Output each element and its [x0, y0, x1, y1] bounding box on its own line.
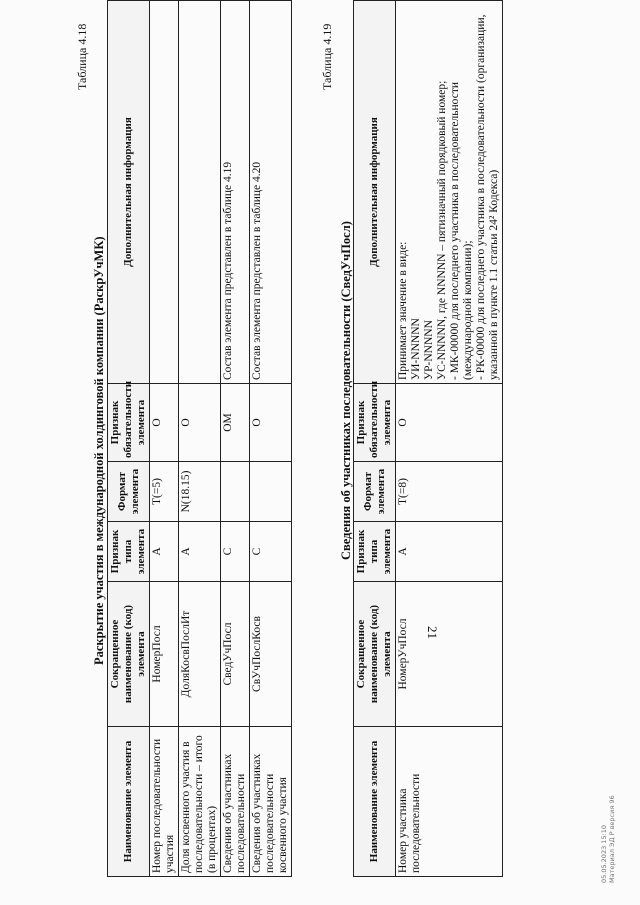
- table-cell: T(=8): [396, 462, 503, 522]
- table-cell: О: [150, 384, 179, 462]
- table-row: [150, 1, 179, 877]
- info-line: - МК-00000 для последнего участника в последовательности (международной компании);: [449, 82, 474, 380]
- table-row: [250, 1, 292, 877]
- table1-header: Признак обязательности элемента: [108, 384, 150, 462]
- table-cell: С: [221, 522, 250, 582]
- table1-caption: Таблица 4.18: [75, 23, 89, 90]
- info-line: - РК-00000 для последнего участника в последовательности (организации, указанной в пункте 1.1 статьи 24² Кодекса): [475, 14, 500, 380]
- table1-header: Формат элемента: [108, 462, 150, 522]
- table-cell: ДоляКосвПослИт: [179, 582, 221, 727]
- table-cell: А: [150, 522, 179, 582]
- table1-header-row: [108, 1, 150, 877]
- table-cell: А: [396, 522, 503, 582]
- table-row: [221, 1, 250, 877]
- table-cell: Номер последовательности участия: [150, 727, 179, 877]
- table2-title: Сведения об участниках последовательности (СведУчПосл): [339, 221, 353, 560]
- info-line: УР-NNNNN: [423, 320, 435, 380]
- page-number: 21: [425, 626, 440, 639]
- info-line: Принимает значение в виде:: [397, 241, 409, 380]
- table1-title: Раскрытие участия в международной холдинговой компании (РаскрУчМК): [92, 236, 106, 665]
- table-cell: T(=5): [150, 462, 179, 522]
- table-cell: О: [396, 384, 503, 462]
- info-cell: [396, 1, 503, 384]
- table1-header: Признак типа элемента: [108, 522, 150, 582]
- table2-header-row: [354, 1, 396, 877]
- table-cell: [179, 1, 221, 384]
- table1-header: Дополнительная информация: [108, 1, 150, 384]
- table1-header: Наименование элемента: [108, 727, 150, 877]
- table-cell: Сведения об участниках последовательности косвенного участия: [250, 727, 292, 877]
- table-cell: НомерУчПосл: [396, 582, 503, 727]
- table2-header: Формат элемента: [354, 462, 396, 522]
- table-cell: Состав элемента представлен в таблице 4.20: [250, 1, 292, 384]
- table-cell: О: [179, 384, 221, 462]
- table-cell: А: [179, 522, 221, 582]
- table2: [353, 0, 503, 877]
- print-stamp: [600, 795, 616, 883]
- table-cell: СвУчПослКосв: [250, 582, 292, 727]
- stamp-line: 05.05.2023 15:10: [600, 824, 608, 883]
- table-cell: С: [250, 522, 292, 582]
- table-cell: СведУчПосл: [221, 582, 250, 727]
- table1: [107, 0, 292, 877]
- stamp-line: Материал ЭД Р версия 96: [608, 795, 616, 883]
- table1-header: Сокращенное наименование (код) элемента: [108, 582, 150, 727]
- table-cell: [150, 1, 179, 384]
- table-cell: [250, 462, 292, 522]
- table2-header: Признак типа элемента: [354, 522, 396, 582]
- table2-header: Признак обязательности элемента: [354, 384, 396, 462]
- table-row: [179, 1, 221, 877]
- table-cell: НомерПосл: [150, 582, 179, 727]
- table-cell: О: [250, 384, 292, 462]
- table2-header: Дополнительная информация: [354, 1, 396, 384]
- table-cell: Номер участника последовательности: [396, 727, 503, 877]
- table2-header: Наименование элемента: [354, 727, 396, 877]
- table-cell: [221, 462, 250, 522]
- table-row: [396, 1, 503, 877]
- table-cell: Состав элемента представлен в таблице 4.19: [221, 1, 250, 384]
- info-line: УИ-NNNNN: [410, 318, 422, 380]
- table2-header: Сокращенное наименование (код) элемента: [354, 582, 396, 727]
- table-cell: N(18.15): [179, 462, 221, 522]
- table-cell: Сведения об участниках последовательности: [221, 727, 250, 877]
- table2-caption: Таблица 4.19: [320, 23, 334, 90]
- table-cell: ОМ: [221, 384, 250, 462]
- table-cell: Доля косвенного участия в последовательности – итого (в процентах): [179, 727, 221, 877]
- info-line: УС-NNNNN, где NNNNN – пятизначный порядковый номер;: [436, 80, 448, 380]
